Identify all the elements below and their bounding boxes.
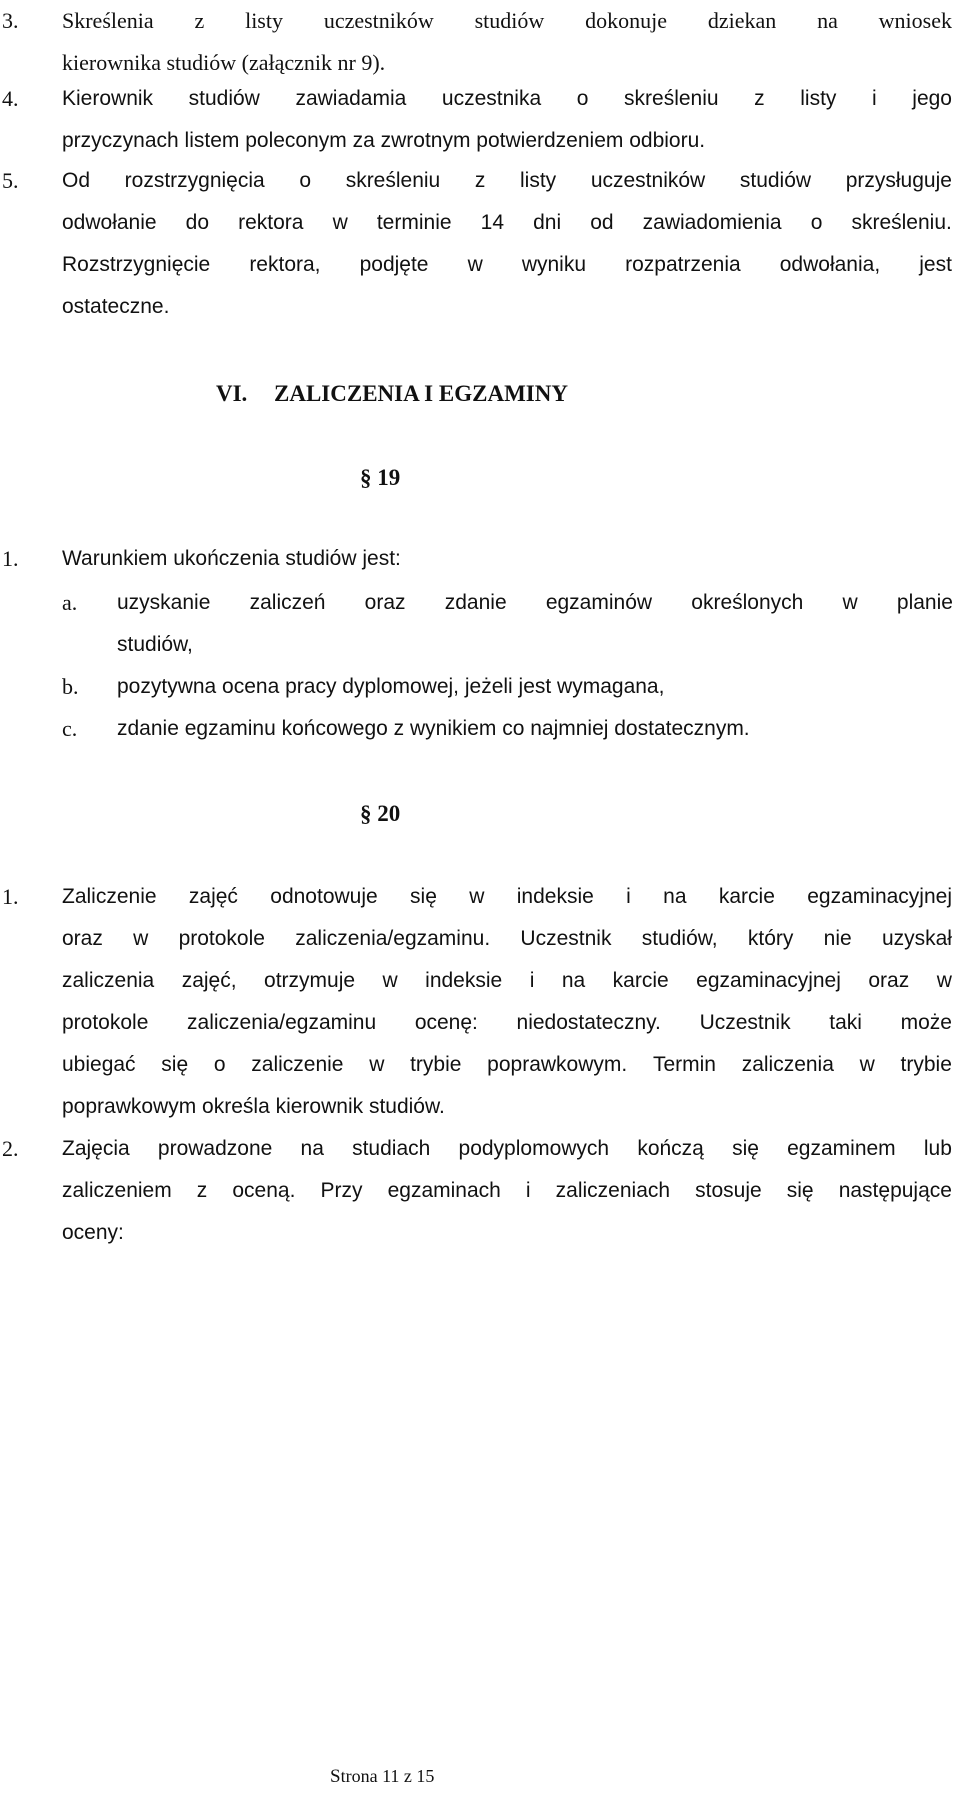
word: z: [196, 1179, 208, 1202]
footer-text: trona 11 z 15: [340, 1766, 435, 1786]
word: następujące: [838, 1179, 952, 1202]
word: studiów: [739, 169, 812, 192]
word: egzaminacyjnej: [807, 885, 952, 908]
word: na: [817, 8, 838, 33]
word: w: [936, 969, 952, 992]
word: o: [213, 1053, 226, 1076]
word: w: [133, 927, 149, 950]
text-line: [62, 876, 952, 918]
word: studiów: [188, 87, 260, 110]
word: Skreślenia: [62, 8, 154, 33]
word: Uczestnik: [699, 1011, 791, 1034]
word: taki: [829, 1011, 862, 1034]
word: i: [872, 87, 877, 110]
word: odnotowuje: [270, 885, 378, 908]
word: zaliczenia/egzaminu: [187, 1011, 377, 1034]
word: Rozstrzygnięcie: [62, 253, 211, 276]
word: i: [525, 1179, 531, 1202]
word: z: [194, 8, 205, 33]
paragraph-number: 20: [377, 801, 401, 826]
word: odwołanie: [62, 211, 157, 234]
text-line: [62, 1002, 952, 1044]
text-line: [62, 244, 952, 286]
text-line: [62, 918, 952, 960]
word: listy: [520, 169, 557, 192]
text-line: kierownika studiów (załącznik nr 9).: [62, 50, 386, 75]
word: i: [626, 885, 631, 908]
item-number: 1.: [2, 884, 19, 909]
text-line: [62, 78, 952, 120]
word: zaliczeniem: [62, 1179, 172, 1202]
text-line: oceny:: [62, 1221, 124, 1244]
word: w: [859, 1053, 875, 1076]
text-line: przyczynach listem poleconym za zwrotnym potwierdzeniem odbioru.: [62, 129, 706, 152]
word: zaliczenia: [62, 969, 155, 992]
word: uczestnika: [441, 87, 542, 110]
word: indeksie: [516, 885, 594, 908]
item-number: 5.: [2, 168, 19, 193]
word: do: [185, 211, 210, 234]
word: rozstrzygnięcia: [124, 169, 265, 192]
item-text: [62, 538, 952, 580]
word: egzaminów: [545, 591, 653, 614]
word: protokole: [178, 927, 265, 950]
word: poprawkowym.: [487, 1053, 628, 1076]
word: się: [786, 1179, 814, 1202]
word: wniosek: [878, 8, 952, 33]
subitem-text: [117, 582, 953, 666]
word: skreśleniu: [624, 87, 719, 110]
word: o: [576, 87, 589, 110]
word: ubiegać: [62, 1053, 136, 1076]
text-line: [62, 1128, 952, 1170]
word: na: [300, 1137, 324, 1160]
word: kończą: [637, 1137, 704, 1160]
word: zdanie: [444, 591, 507, 614]
word: oraz: [364, 591, 406, 614]
word: Termin: [652, 1053, 716, 1076]
word: od: [590, 211, 614, 234]
word: stosuje: [695, 1179, 762, 1202]
text-line: pozytywna ocena pracy dyplomowej, jeżeli jest wymagana,: [117, 675, 665, 698]
word: egzaminach: [387, 1179, 501, 1202]
word: zajęć: [188, 885, 238, 908]
word: zajęć,: [181, 969, 237, 992]
word: dziekan: [707, 8, 777, 33]
word: zaliczeń: [249, 591, 326, 614]
word: uczestników: [590, 169, 706, 192]
word: oceną.: [232, 1179, 296, 1202]
word: dni: [533, 211, 562, 234]
word: indeksie: [425, 969, 503, 992]
footer-initial: S: [330, 1766, 341, 1787]
word: z: [474, 169, 486, 192]
text-line: [62, 1044, 952, 1086]
word: na: [663, 885, 687, 908]
word: który: [747, 927, 794, 950]
page-footer: [330, 1764, 434, 1789]
paragraph-19-heading: [360, 458, 400, 498]
item-number: 2.: [2, 1136, 19, 1161]
word: na: [561, 969, 586, 992]
word: Kierownik: [62, 87, 154, 110]
word: studiów: [474, 8, 545, 33]
word: planie: [896, 591, 953, 614]
word: skreśleniu: [345, 169, 441, 192]
word: niedostateczny.: [516, 1011, 661, 1034]
word: w: [469, 885, 485, 908]
word: jest: [919, 253, 952, 276]
word: 14: [480, 211, 504, 234]
text-line: [62, 160, 952, 202]
word: karcie: [612, 969, 669, 992]
item-number: 1.: [2, 546, 19, 571]
item-text: [62, 0, 952, 84]
word: listy: [245, 8, 283, 33]
word: wyniku: [521, 253, 587, 276]
word: w: [332, 211, 348, 234]
subitem-text: [117, 708, 953, 750]
word: rozpatrzenia: [625, 253, 741, 276]
text-line: [62, 0, 952, 42]
word: rektora,: [249, 253, 321, 276]
item-text: [62, 78, 952, 162]
item-number: 3.: [2, 8, 19, 33]
word: się: [161, 1053, 189, 1076]
word: podjęte: [359, 253, 429, 276]
section-roman-numeral: VI.: [216, 381, 248, 406]
word: zaliczenie: [251, 1053, 344, 1076]
word: zawiadamia: [295, 87, 407, 110]
word: egzaminacyjnej: [696, 969, 841, 992]
word: w: [369, 1053, 385, 1076]
word: zawiadomienia: [642, 211, 782, 234]
item-text: [62, 160, 952, 328]
word: uczestników: [323, 8, 434, 33]
word: w: [382, 969, 398, 992]
text-line: zdanie egzaminu końcowego z wynikiem co najmniej dostatecznym.: [117, 717, 750, 740]
paragraph-number: 19: [377, 465, 401, 490]
word: studiach: [352, 1137, 431, 1160]
word: egzaminem: [787, 1137, 896, 1160]
word: terminie: [376, 211, 452, 234]
word: listy: [800, 87, 837, 110]
word: Od: [62, 169, 91, 192]
word: zaliczenia: [741, 1053, 834, 1076]
word: w: [467, 253, 483, 276]
section-title: ZALICZENIA I EGZAMINY: [274, 381, 568, 406]
subitem-text: [117, 666, 953, 708]
word: się: [410, 885, 437, 908]
word: się: [732, 1137, 759, 1160]
word: uzyskanie: [117, 591, 211, 614]
word: protokole: [62, 1011, 149, 1034]
section-sign-icon: §: [360, 801, 372, 826]
word: dokonuje: [585, 8, 668, 33]
word: ocenę:: [414, 1011, 478, 1034]
word: Zaliczenie: [62, 885, 157, 908]
item-text: [62, 1128, 952, 1254]
word: skreśleniu.: [851, 211, 952, 234]
word: w: [842, 591, 858, 614]
item-text: [62, 876, 952, 1128]
word: otrzymuje: [264, 969, 356, 992]
word: oraz: [868, 969, 910, 992]
word: nie: [823, 927, 852, 950]
word: określonych: [691, 591, 804, 614]
word: jego: [912, 87, 952, 110]
word: karcie: [718, 885, 775, 908]
word: Zajęcia: [62, 1137, 130, 1160]
text-line: ostateczne.: [62, 295, 170, 318]
word: rektora: [238, 211, 304, 234]
text-line: [62, 202, 952, 244]
word: i: [529, 969, 535, 992]
subitem-letter: a.: [62, 590, 78, 615]
text-line: Warunkiem ukończenia studiów jest:: [62, 547, 401, 570]
word: zaliczeniach: [555, 1179, 671, 1202]
word: Przy: [320, 1179, 363, 1202]
paragraph-20-heading: [360, 794, 400, 834]
word: uzyskał: [881, 927, 952, 950]
text-line: studiów,: [117, 633, 193, 656]
word: studiów,: [641, 927, 718, 950]
word: może: [900, 1011, 952, 1034]
section-sign-icon: §: [360, 465, 372, 490]
word: prowadzone: [157, 1137, 273, 1160]
text-line: [62, 960, 952, 1002]
word: trybie: [900, 1053, 952, 1076]
text-line: [62, 1170, 952, 1212]
word: o: [810, 211, 823, 234]
word: trybie: [410, 1053, 462, 1076]
word: podyplomowych: [458, 1137, 610, 1160]
subitem-letter: c.: [62, 716, 78, 741]
word: z: [754, 87, 765, 110]
word: przysługuje: [845, 169, 952, 192]
text-line: [117, 582, 953, 624]
subitem-letter: b.: [62, 674, 79, 699]
word: oraz: [62, 927, 103, 950]
word: lub: [923, 1137, 952, 1160]
word: odwołania,: [779, 253, 881, 276]
word: zaliczenia/egzaminu.: [295, 927, 491, 950]
item-number: 4.: [2, 86, 19, 111]
word: o: [299, 169, 312, 192]
text-line: poprawkowym określa kierownik studiów.: [62, 1095, 445, 1118]
word: Uczestnik: [520, 927, 612, 950]
